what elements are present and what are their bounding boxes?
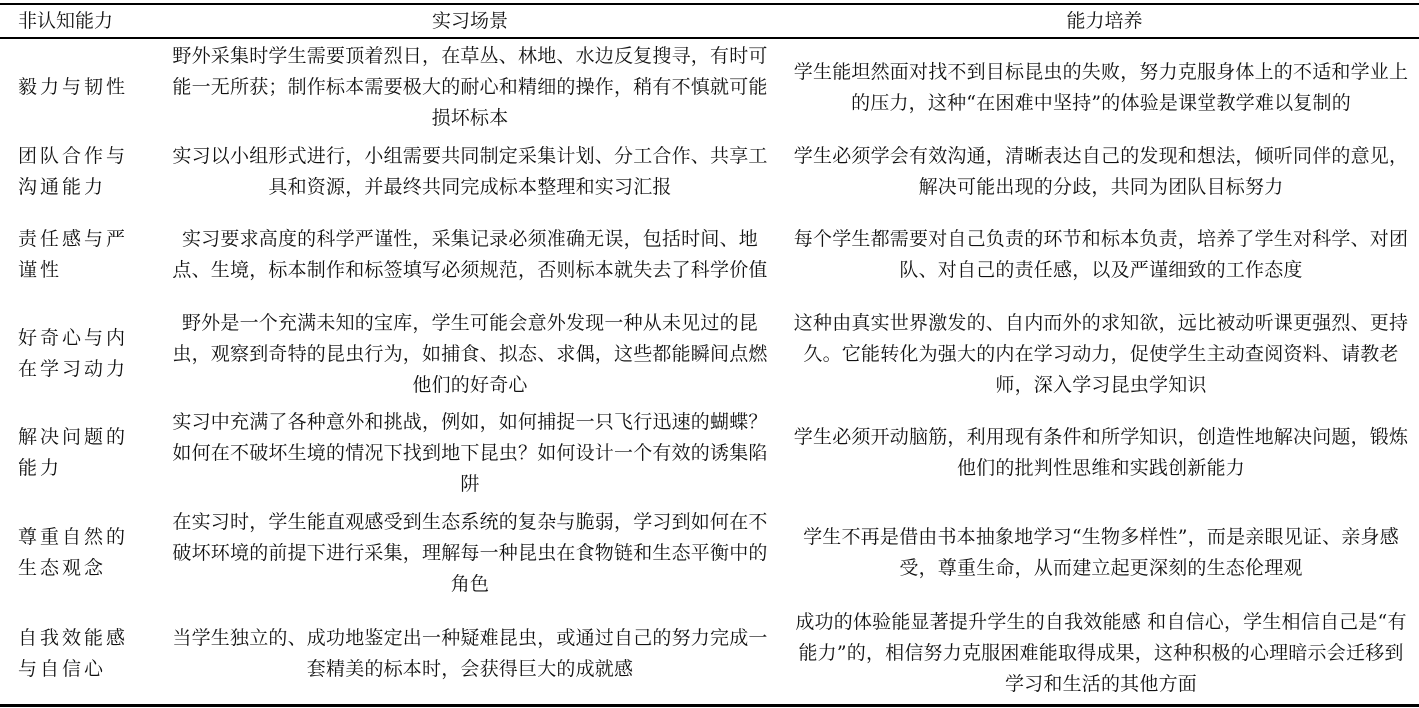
table-header-rule <box>0 37 1419 39</box>
table-row <box>0 140 1419 204</box>
row-scene: 野外采集时学生需要顶着烈日，在草丛、林地、水边反复搜寻，有时可能一无所获；制作标本需要极大的耐心和精细的操作，稍有不慎就可能损坏标本 <box>172 45 768 129</box>
row-ability: 解决问题的能力 <box>18 426 129 479</box>
row-scene: 实习以小组形式进行，小组需要共同制定采集计划、分工合作、共享工具和资源，并最终共同完成标本整理和实习汇报 <box>172 145 768 198</box>
row-training: 学生不再是借由书本抽象地学习“生物多样性”，而是亲眼见证、亲身感受，尊重生命，从而建立起更深刻的生态伦理观 <box>803 526 1399 579</box>
row-scene: 在实习时，学生能直观感受到生态系统的复杂与脆弱，学习到如何在不破坏环境的前提下进行采集，理解每一种昆虫在食物链和生态平衡中的角色 <box>172 510 768 595</box>
header-scene: 实习场景 <box>431 10 508 32</box>
row-ability: 好奇心与内在学习动力 <box>18 327 129 380</box>
row-ability: 尊重自然的生态观念 <box>18 526 129 579</box>
table-row <box>0 606 1419 701</box>
row-ability: 毅力与韧性 <box>18 76 129 98</box>
table-row <box>0 307 1419 401</box>
row-training: 成功的体验能显著提升学生的自我效能感 和自信心，学生相信自己是“有能力”的，相信努力克服困难能取得成果，这种积极的心理暗示会迁移到学习和生活的其他方面 <box>795 611 1407 695</box>
table-row <box>0 406 1419 500</box>
table-row <box>0 208 1419 302</box>
row-training: 学生能坦然面对找不到目标昆虫的失败，努力克服身体上的不适和学业上的压力，这种“在困难中坚持”的体验是课堂教学难以复制的 <box>793 60 1409 114</box>
row-scene: 野外是一个充满未知的宝库，学生可能会意外发现一种从未见过的昆虫，观察到奇特的昆虫行为，如捕食、拟态、求偶，这些都能瞬间点燃他们的好奇心 <box>172 311 768 396</box>
header-training: 能力培养 <box>1066 10 1143 32</box>
row-training: 这种由真实世界激发的、自内而外的求知欲，远比被动听课更强烈、更持久。它能转化为强大的内在学习动力，促使学生主动查阅资料、请教老师，深入学习昆虫学知识 <box>793 311 1409 396</box>
table-bottom-rule <box>0 704 1419 707</box>
row-scene: 当学生独立的、成功地鉴定出一种疑难昆虫，或通过自己的努力完成一套精美的标本时，会获得巨大的成就感 <box>172 626 768 680</box>
header-ability: 非认知能力 <box>18 10 114 32</box>
row-training: 学生必须学会有效沟通，清晰表达自己的发现和想法，倾听同伴的意见，解决可能出现的分歧，共同为团队目标努力 <box>793 145 1409 198</box>
table-row <box>0 506 1419 600</box>
row-ability: 自我效能感与自信心 <box>18 626 129 680</box>
row-training: 学生必须开动脑筋，利用现有条件和所学知识，创造性地解决问题，锻炼他们的批判性思维和实践创新能力 <box>793 426 1409 479</box>
table-row <box>0 40 1419 135</box>
row-ability: 责任感与严谨性 <box>18 228 129 281</box>
row-scene: 实习中充满了各种意外和挑战，例如，如何捕捉一只飞行迅速的蝴蝶？如何在不破坏生境的情况下找到地下昆虫？如何设计一个有效的诱集陷阱 <box>172 410 768 495</box>
table-top-rule <box>0 3 1419 5</box>
row-training: 每个学生都需要对自己负责的环节和标本负责，培养了学生对科学、对团队、对自己的责任感，以及严谨细致的工作态度 <box>793 228 1409 281</box>
row-ability: 团队合作与沟通能力 <box>18 145 129 198</box>
row-scene: 实习要求高度的科学严谨性，采集记录必须准确无误，包括时间、地点、生境，标本制作和标签填写必须规范，否则标本就失去了科学价值 <box>172 228 768 281</box>
